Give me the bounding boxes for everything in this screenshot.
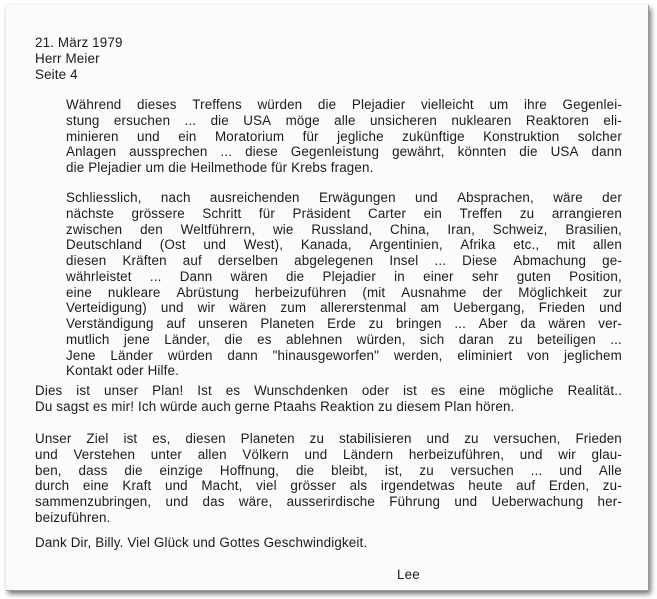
paragraph-line: Kontakt oder Hilfe.	[66, 363, 180, 379]
paragraph-line: Dank Dir, Billy. Viel Glück und Gottes Geschwindigkeit.	[35, 535, 368, 550]
paragraph-line: währleistet ... Dann wären die Plejadier in einer sehr guten Position,	[66, 268, 622, 284]
paragraph-line: durch eine Kraft und Macht, viel grösser als irgendetwas heute auf Erden, zu-	[35, 478, 622, 494]
paragraph-line: sammenzubringen, und das wäre, ausserirdische Führung und Ueberwachung her-	[35, 494, 622, 509]
paragraph-line: stung ersuchen ... die USA möge alle unsicheren nuklearen Reaktoren eli-	[66, 112, 622, 128]
paragraph-line: Dies ist unser Plan! Ist es Wunschdenken oder ist es eine mögliche Realität..	[35, 383, 622, 398]
paragraph-line: Du sagst es mir! Ich würde auch gerne Ptaahs Reaktion zu diesem Plan hören.	[35, 398, 515, 414]
paragraph-line: Während dieses Treffens würden die Plejadier vielleicht um ihre Gegenlei-	[66, 97, 622, 112]
signature: Lee	[397, 567, 420, 582]
paragraph-line: diesen Kräften auf derselben abgelegenen Insel ... Diese Abmachung ge-	[66, 253, 622, 268]
letter-date: 21. März 1979	[35, 35, 123, 50]
paragraph-5	[35, 535, 622, 551]
paragraph-line: mutlich jene Länder, die es ablehnen würden, sich daran zu beteiligen ...	[66, 331, 622, 347]
paragraph-4	[35, 431, 622, 526]
letter-header	[35, 35, 123, 82]
paragraph-line: Unser Ziel ist es, diesen Planeten zu stabilisieren und zu versuchen, Frieden	[35, 431, 622, 446]
letter-recipient: Herr Meier	[35, 50, 100, 66]
paragraph-line: eine nukleare Abrüstung herbeizuführen (mit Ausnahme der Möglichkeit zur	[66, 284, 622, 300]
paragraph-line: ben, dass die einzige Hoffnung, die bleibt, ist, zu versuchen ... und Alle	[35, 462, 622, 478]
paragraph-1	[66, 97, 622, 176]
paragraph-line: Deutschland (Ost und West), Kanada, Argentinien, Afrika etc., mit allen	[66, 237, 622, 253]
paragraph-line: beizuführen.	[35, 509, 111, 525]
letter-page-label: Seite 4	[35, 66, 78, 82]
paragraph-line: Schliesslich, nach ausreichenden Erwägungen und Absprachen, wäre der	[66, 190, 622, 205]
paragraph-line: zwischen den Weltführern, wie Russland, China, Iran, Schweiz, Brasilien,	[66, 221, 622, 237]
paragraph-line: die Plejadier um die Heilmethode für Krebs fragen.	[66, 160, 374, 175]
paragraph-3	[35, 383, 622, 415]
paragraph-line: und Verstehen unter allen Völkern und Ländern herbeizuführen, und wir glau-	[35, 446, 622, 462]
paragraph-line: minieren und ein Moratorium für jegliche zukünftige Konstruktion solcher	[66, 128, 622, 144]
paragraph-line: Jene Länder würden dann "hinausgeworfen" werden, eliminiert von jeglichem	[66, 347, 622, 363]
paragraph-line: nächste grössere Schritt für Präsident Carter ein Treffen zu arrangieren	[66, 205, 622, 221]
paragraph-line: Verteidigung) und wir wären zum allererstenmal am Uebergang, Frieden und	[66, 300, 622, 316]
letter-page	[6, 5, 649, 591]
paragraph-2	[66, 190, 622, 379]
paragraph-line: Anlagen aussprechen ... diese Gegenleistung gewährt, könnten die USA dann	[66, 144, 622, 160]
paragraph-line: Verständigung auf unseren Planeten Erde zu bringen ... Aber da wären ver-	[66, 316, 622, 331]
